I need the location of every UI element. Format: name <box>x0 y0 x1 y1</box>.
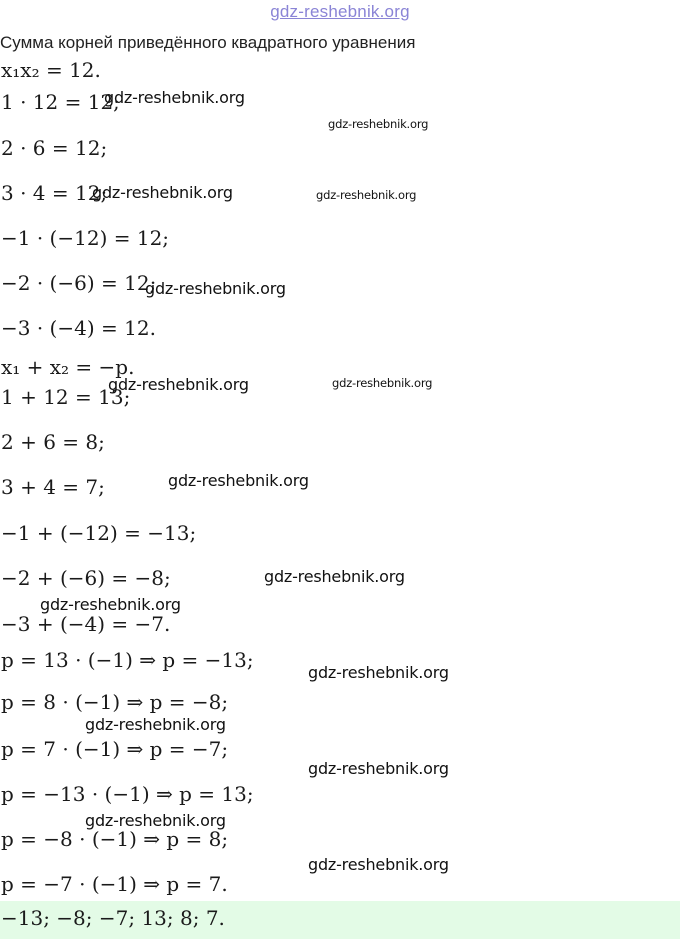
equation-line: p = −13 · (−1) ⇒ p = 13; <box>1 782 254 806</box>
equation-line: −3 + (−4) = −7. <box>1 612 171 636</box>
watermark-text: gdz-reshebnik.org <box>264 567 405 586</box>
watermark-text: gdz-reshebnik.org <box>104 88 245 107</box>
watermark-text: gdz-reshebnik.org <box>328 117 429 131</box>
watermark-text: gdz-reshebnik.org <box>145 279 286 298</box>
watermark-text: gdz-reshebnik.org <box>332 376 433 390</box>
equation-line: −1 + (−12) = −13; <box>1 521 197 545</box>
watermark-text: gdz-reshebnik.org <box>85 715 226 734</box>
equation-line: 1 + 12 = 13; <box>1 385 131 409</box>
equation-line: p = 7 · (−1) ⇒ p = −7; <box>1 737 229 761</box>
equation-line: 2 + 6 = 8; <box>1 430 105 454</box>
equation-line: 3 + 4 = 7; <box>1 475 105 499</box>
equation-line: x₁x₂ = 12. <box>1 58 101 82</box>
watermark-text: gdz-reshebnik.org <box>308 759 449 778</box>
watermark-text: gdz-reshebnik.org <box>40 595 181 614</box>
equation-line: p = −8 · (−1) ⇒ p = 8; <box>1 827 229 851</box>
watermark-text: gdz-reshebnik.org <box>92 183 233 202</box>
watermark-text: gdz-reshebnik.org <box>85 811 226 830</box>
equation-line: −2 · (−6) = 12; <box>1 271 157 295</box>
equation-line: p = −7 · (−1) ⇒ p = 7. <box>1 872 228 896</box>
watermark-text: gdz-reshebnik.org <box>308 855 449 874</box>
equation-line: 2 · 6 = 12; <box>1 136 108 160</box>
answer-text: −13; −8; −7; 13; 8; 7. <box>1 906 225 930</box>
intro-text: Сумма корней приведённого квадратного уравнения <box>0 33 416 52</box>
equation-line: −3 · (−4) = 12. <box>1 316 156 340</box>
equation-line: −1 · (−12) = 12; <box>1 226 170 250</box>
watermark-text: gdz-reshebnik.org <box>108 375 249 394</box>
watermark-text: gdz-reshebnik.org <box>308 663 449 682</box>
equation-line: p = 8 · (−1) ⇒ p = −8; <box>1 690 229 714</box>
equation-line: 3 · 4 = 12; <box>1 181 108 205</box>
equation-line: −2 + (−6) = −8; <box>1 566 171 590</box>
watermark-text: gdz-reshebnik.org <box>168 471 309 490</box>
equation-line: 1 · 12 = 12; <box>1 90 120 114</box>
equation-line: x₁ + x₂ = −p. <box>1 355 135 379</box>
watermark-text: gdz-reshebnik.org <box>316 188 417 202</box>
equation-line: p = 13 · (−1) ⇒ p = −13; <box>1 648 254 672</box>
site-header-link[interactable]: gdz-reshebnik.org <box>270 2 410 21</box>
